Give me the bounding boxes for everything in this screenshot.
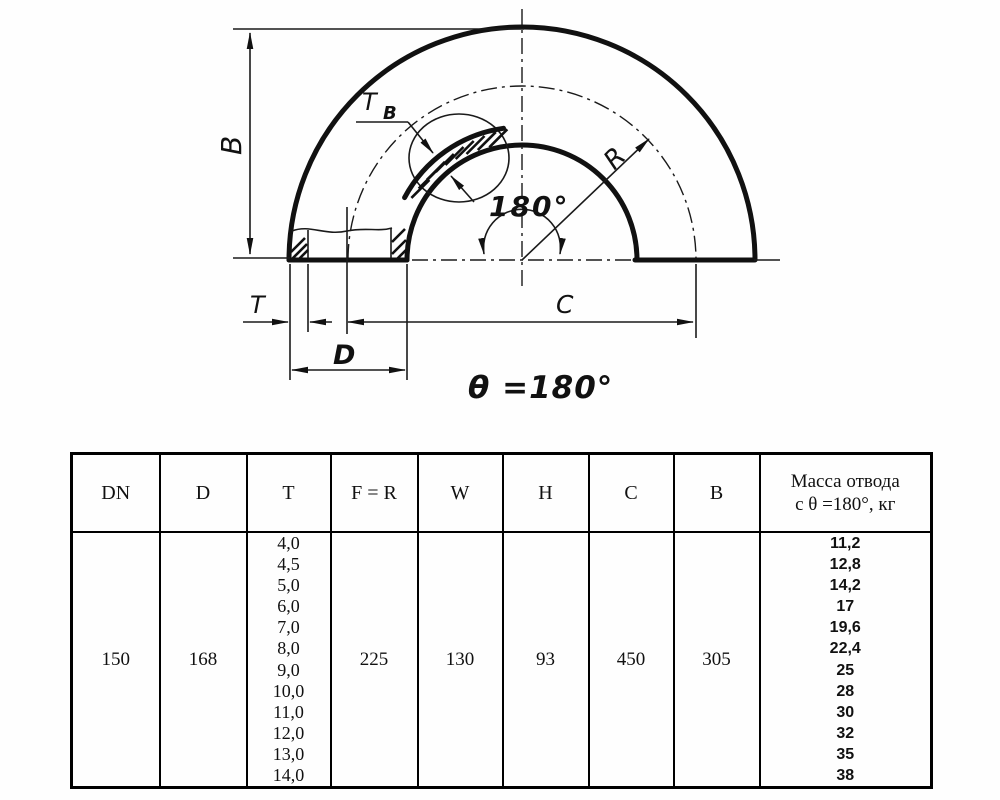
dim-label-tb-sub: B — [383, 103, 397, 124]
angle-annotation — [484, 190, 570, 254]
col-header-h: H — [503, 454, 589, 533]
cell-d: 168 — [160, 532, 247, 788]
col-header-d: D — [160, 454, 247, 533]
data-row — [72, 532, 932, 788]
cell-h: 93 — [503, 532, 589, 788]
break-line — [292, 228, 392, 232]
left-opening-section — [291, 228, 407, 260]
cell-w: 130 — [418, 532, 503, 788]
cell-mass-values: 11,2 12,8 14,2 17 19,6 22,4 25 28 30 32 35 38 — [760, 532, 932, 788]
dimension-t — [243, 264, 332, 380]
dim-label-r: R — [598, 141, 633, 176]
col-header-dn: DN — [72, 454, 160, 533]
dim-label-tb: T — [362, 88, 377, 116]
col-header-c: C — [589, 454, 674, 533]
cell-dn: 150 — [72, 532, 160, 788]
theta-caption: θ =180° — [468, 370, 614, 406]
cell-t-values: 4,0 4,5 5,0 6,0 7,0 8,0 9,0 10,0 11,0 12,0 13,0 14,0 — [247, 532, 331, 788]
dim-label-b: B — [215, 135, 248, 155]
cell-b: 305 — [674, 532, 760, 788]
cell-fr: 225 — [331, 532, 418, 788]
dim-label-d: D — [333, 340, 356, 371]
dimension-table — [70, 452, 933, 789]
angle-label: 180° — [489, 190, 570, 223]
mass-header-line2: с θ =180°, кг — [795, 494, 896, 515]
mass-header-line1: Масса отвода — [790, 471, 900, 492]
dim-label-t: T — [250, 291, 265, 319]
col-header-mass — [760, 454, 932, 533]
col-header-fr: F = R — [331, 454, 418, 533]
col-header-w: W — [418, 454, 503, 533]
col-header-b: B — [674, 454, 760, 533]
col-header-t: T — [247, 454, 331, 533]
cell-c: 450 — [589, 532, 674, 788]
dim-label-c: C — [556, 290, 574, 319]
detail-circle — [409, 114, 509, 202]
header-row — [72, 454, 932, 533]
